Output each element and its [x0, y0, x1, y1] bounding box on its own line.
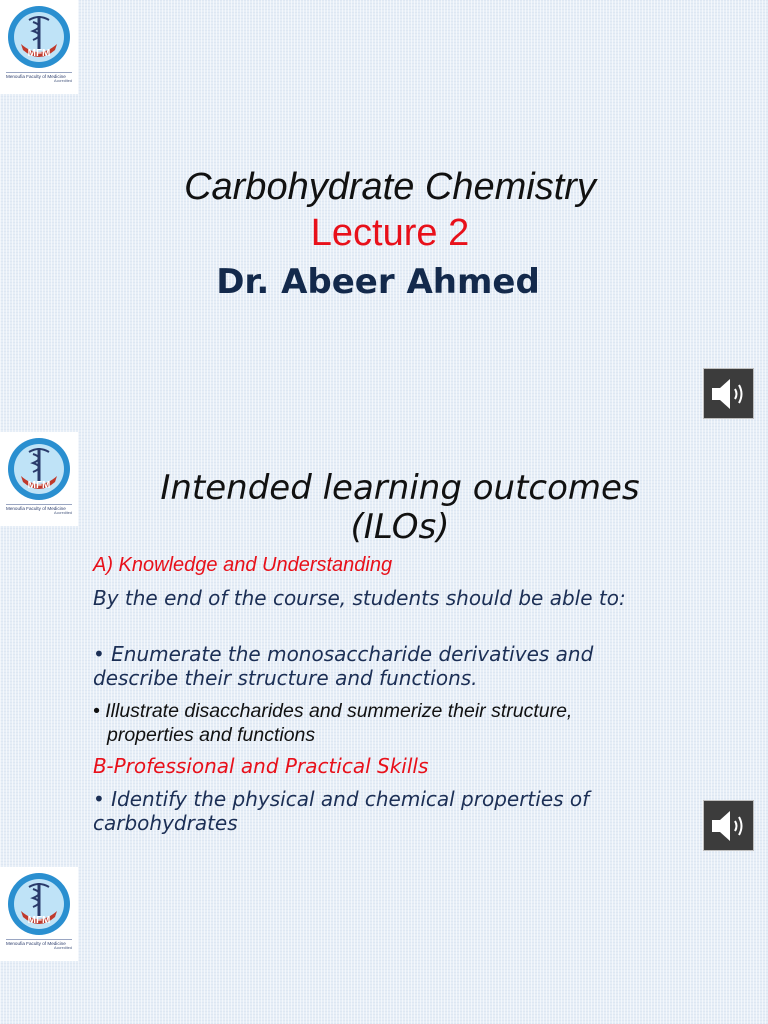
lecture-number: Lecture 2: [310, 212, 470, 254]
audio-play-button[interactable]: [703, 800, 754, 851]
faculty-logo: [0, 867, 78, 961]
svg-text:MFM: MFM: [27, 48, 51, 59]
mfm-logo-icon: [7, 436, 71, 502]
bullet-properties: • Identify the physical and chemical properties of carbohydrates: [93, 787, 590, 835]
svg-text:MFM: MFM: [27, 915, 51, 926]
author-name: Dr. Abeer Ahmed: [216, 262, 540, 302]
section-a-heading: A) Knowledge and Understanding: [93, 554, 393, 576]
faculty-logo: [0, 432, 78, 526]
section-b-heading: B-Professional and Practical Skills: [93, 754, 429, 778]
logo-caption: Menoufia Faculty of Medicine Accredited: [6, 941, 72, 950]
faculty-logo: [0, 0, 78, 94]
svg-text:MFM: MFM: [27, 480, 51, 491]
logo-caption: Menoufia Faculty of Medicine Accredited: [6, 74, 72, 83]
logo-caption: Menoufia Faculty of Medicine Accredited: [6, 506, 72, 515]
slide-1: [0, 0, 768, 432]
speaker-icon: [710, 808, 748, 844]
intro-text: By the end of the course, students should be able to:: [93, 586, 626, 610]
speaker-icon: [710, 376, 748, 412]
bullet-disaccharide: • Illustrate disaccharides and summerize their structure, properties and functions: [93, 700, 573, 746]
slide-3: [0, 864, 768, 1024]
bullet-monosaccharide: • Enumerate the monosaccharide derivatives and describe their structure and functions.: [93, 642, 594, 690]
audio-play-button[interactable]: [703, 368, 754, 419]
mfm-logo-icon: [7, 871, 71, 937]
slide-title: Carbohydrate Chemistry: [184, 166, 596, 208]
slide-2: [0, 432, 768, 864]
ilo-heading: Intended learning outcomes (ILOs): [160, 468, 640, 547]
mfm-logo-icon: [7, 4, 71, 70]
